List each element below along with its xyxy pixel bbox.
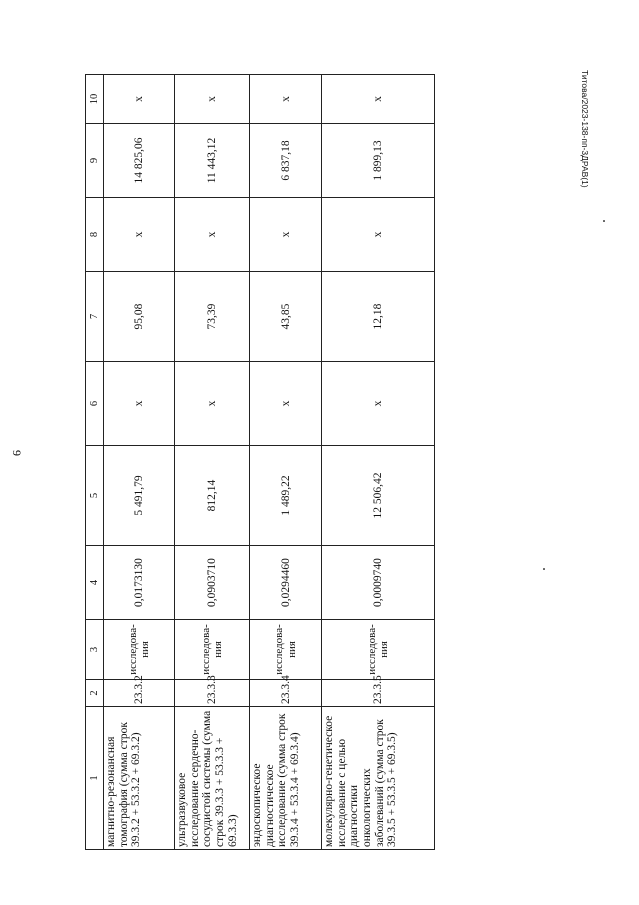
table-row — [250, 75, 322, 850]
cell-col8: x — [175, 198, 250, 272]
row-name: эндоскопическое диагностическое исследование (сумма строк 39.3.4 + 53.3.4 + 69.3.4) — [250, 707, 322, 850]
table-row — [175, 75, 250, 850]
cell-col8: x — [250, 198, 322, 272]
data-table — [85, 74, 435, 850]
cell-col5: 1 489,22 — [250, 446, 322, 546]
cell-col4: 0,0009740 — [322, 546, 435, 620]
cell-col6: x — [104, 362, 175, 446]
table-row — [104, 75, 175, 850]
cell-col10: x — [322, 75, 435, 124]
cell-col9: 1 899,13 — [322, 124, 435, 198]
row-code: 23.3.5 — [322, 680, 435, 707]
cell-col10: x — [250, 75, 322, 124]
header-cell: 2 — [86, 680, 104, 707]
cell-col6: x — [322, 362, 435, 446]
cell-col4: 0,0173130 — [104, 546, 175, 620]
cell-col4: 0,0903710 — [175, 546, 250, 620]
row-code: 23.3.2 — [104, 680, 175, 707]
cell-col5: 12 506,42 — [322, 446, 435, 546]
cell-col5: 812,14 — [175, 446, 250, 546]
cell-col9: 11 443,12 — [175, 124, 250, 198]
document-id: Титова/2023-138-пп-3ДРАВ(1) — [580, 70, 590, 188]
header-cell: 5 — [86, 446, 104, 546]
page-number: 9 — [10, 450, 24, 456]
cell-col9: 14 825,06 — [104, 124, 175, 198]
cell-col7: 73,39 — [175, 272, 250, 362]
cell-col6: x — [250, 362, 322, 446]
cell-col10: x — [104, 75, 175, 124]
cell-col7: 12,18 — [322, 272, 435, 362]
cell-col5: 5 491,79 — [104, 446, 175, 546]
header-cell: 10 — [86, 75, 104, 124]
header-cell: 1 — [86, 707, 104, 850]
header-cell: 3 — [86, 620, 104, 680]
cell-col6: x — [175, 362, 250, 446]
row-unit: исследова-ния — [250, 620, 322, 680]
cell-col4: 0,0294460 — [250, 546, 322, 620]
header-cell: 6 — [86, 362, 104, 446]
row-unit: исследова-ния — [104, 620, 175, 680]
cell-col8: x — [322, 198, 435, 272]
header-cell: 9 — [86, 124, 104, 198]
table-header-row — [86, 75, 104, 850]
table-row — [322, 75, 435, 850]
header-cell: 8 — [86, 198, 104, 272]
row-code: 23.3.4 — [250, 680, 322, 707]
row-unit: исследова-ния — [175, 620, 250, 680]
row-name: молекулярно-генетическое исследование с целью диагностики онкологических заболеваний (сумма строк 39.3.5 + 53.3.5 + 69.3.5) — [322, 707, 435, 850]
row-name: магнитно-резонансная томография (сумма строк 39.3.2 + 53.3.2 + 69.3.2) — [104, 707, 175, 850]
cell-col8: x — [104, 198, 175, 272]
cell-col7: 95,08 — [104, 272, 175, 362]
row-code: 23.3.3 — [175, 680, 250, 707]
cell-col9: 6 837,18 — [250, 124, 322, 198]
cell-col10: x — [175, 75, 250, 124]
header-cell: 4 — [86, 546, 104, 620]
header-cell: 7 — [86, 272, 104, 362]
row-unit: исследова-ния — [322, 620, 435, 680]
row-name: ультразвуковое исследование сердечно-сосудистой системы (сумма строк 39.3.3 + 53.3.3 + 69.3.3) — [175, 707, 250, 850]
cell-col7: 43,85 — [250, 272, 322, 362]
